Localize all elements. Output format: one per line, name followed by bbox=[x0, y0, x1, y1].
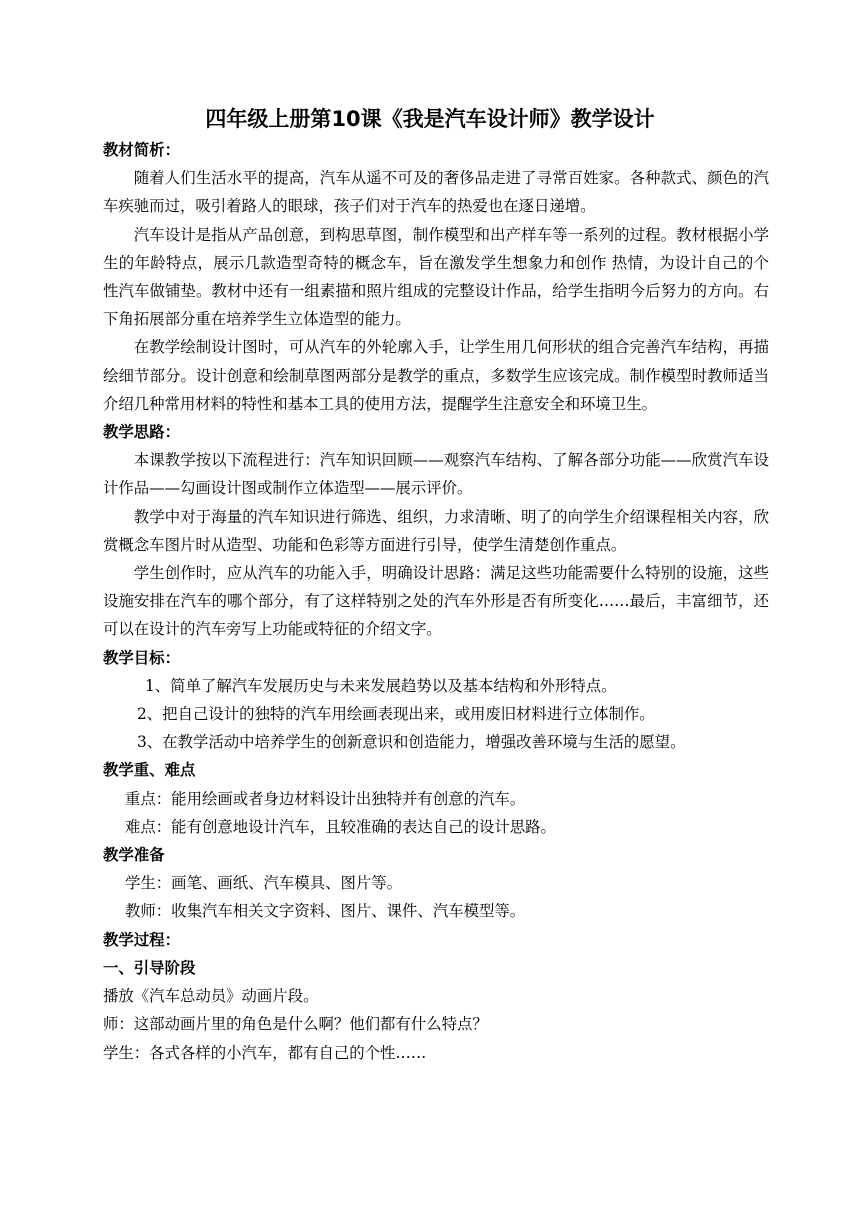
document-title: 四年级上册第10课《我是汽车设计师》教学设计 bbox=[205, 107, 655, 131]
paragraph: 随着人们生活水平的提高，汽车从遥不可及的奢侈品走进了寻常百姓家。各种款式、颜色的汽车疾驰而过，吸引着路人的眼球，孩子们对于汽车的热爱也在逐日递增。 bbox=[103, 169, 769, 216]
process-line: 学生：各式各样的小汽车，都有自己的个性…… bbox=[103, 1043, 427, 1062]
section-heading-approach: 教学思路： bbox=[103, 423, 180, 442]
section-heading-process: 教学过程： bbox=[103, 930, 180, 949]
paragraph: 学生创作时，应从汽车的功能入手，明确设计思路：满足这些功能需要什么特别的设施，这些设施安排在汽车的哪个部分，有了这样特别之处的汽车外形是否有所变化……最后，丰富细节，还可以在设计的汽车旁写上功能或特征的介绍文字。 bbox=[103, 564, 769, 639]
stage-heading: 一、引导阶段 bbox=[103, 958, 196, 977]
keypoint-item: 难点：能有创意地设计汽车，且较准确的表达自己的设计思路。 bbox=[125, 817, 556, 836]
keypoint-item: 重点：能用绘画或者身边材料设计出独特并有创意的汽车。 bbox=[125, 789, 526, 808]
preparation-item: 学生：画笔、画纸、汽车模具、图片等。 bbox=[125, 874, 403, 893]
section-heading-textbook: 教材简析： bbox=[103, 141, 180, 159]
section-heading-keypoints: 教学重、难点 bbox=[103, 761, 196, 780]
goal-item: 2、把自己设计的独特的汽车用绘画表现出来，或用废旧材料进行立体制作。 bbox=[137, 705, 655, 724]
paragraph: 本课教学按以下流程进行：汽车知识回顾——观察汽车结构、了解各部分功能——欣赏汽车设计作品——勾画设计图或制作立体造型——展示评价。 bbox=[103, 451, 769, 498]
section-heading-goals: 教学目标： bbox=[103, 648, 180, 667]
goal-item: 3、在教学活动中培养学生的创新意识和创造能力，增强改善环境与生活的愿望。 bbox=[137, 733, 686, 752]
preparation-item: 教师：收集汽车相关文字资料、图片、课件、汽车模型等。 bbox=[125, 902, 526, 921]
paragraph: 教学中对于海量的汽车知识进行筛选、组织，力求清晰、明了的向学生介绍课程相关内容，欣赏概念车图片时从造型、功能和色彩等方面进行引导，使学生清楚创作重点。 bbox=[103, 507, 769, 554]
paragraph: 在教学绘制设计图时，可从汽车的外轮廓入手，让学生用几何形状的组合完善汽车结构，再描绘细节部分。设计创意和绘制草图两部分是教学的重点，多数学生应该完成。制作模型时教师适当介绍几种常用材料的特性和基本工具的使用方法，提醒学生注意安全和环境卫生。 bbox=[103, 338, 769, 413]
document-body bbox=[103, 136, 769, 1067]
goal-item: 1、简单了解汽车发展历史与未来发展趋势以及基本结构和外形特点。 bbox=[145, 676, 617, 695]
process-line: 播放《汽车总动员》动画片段。 bbox=[103, 987, 319, 1006]
process-line: 师：这部动画片里的角色是什么啊？他们都有什么特点？ bbox=[103, 1015, 488, 1034]
paragraph: 汽车设计是指从产品创意，到构思草图，制作模型和出产样车等一系列的过程。教材根据小学生的年龄特点，展示几款造型奇特的概念车，旨在激发学生想象力和创作 热情，为设计自己的个性汽车做铺垫。教材中还有一组素描和照片组成的完整设计作品，给学生指明今后努力的方向。右下角拓展部分重在培养学生立体造型的能力。 bbox=[103, 225, 769, 329]
section-heading-preparation: 教学准备 bbox=[103, 846, 165, 865]
